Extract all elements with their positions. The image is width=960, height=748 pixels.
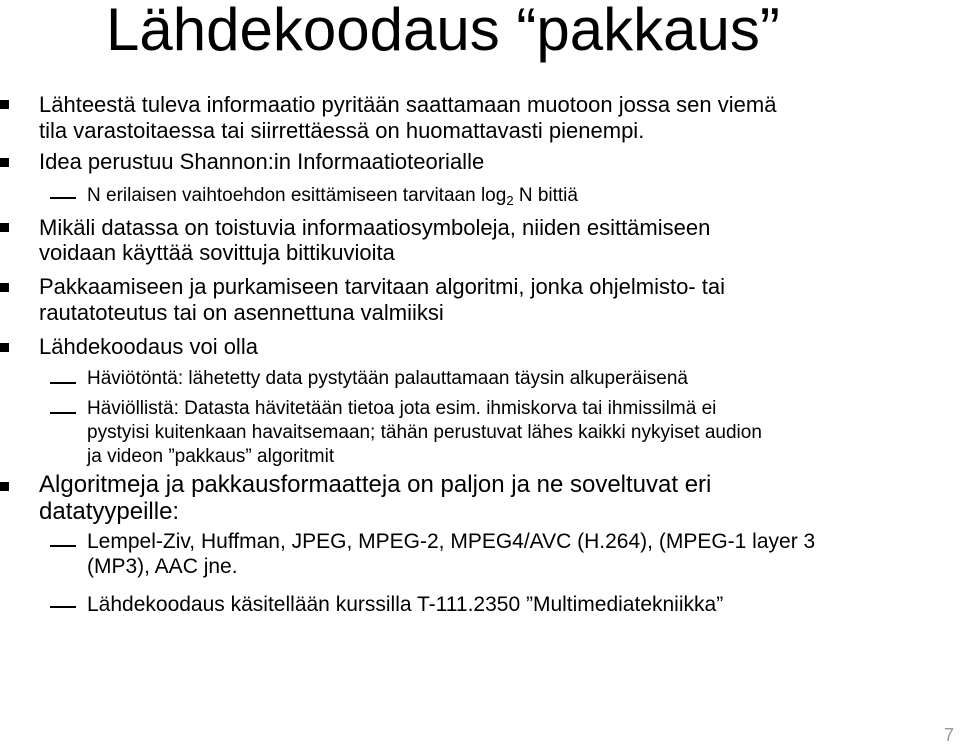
sub-bullet-text: Häviöllistä: Datasta hävitetään tietoa jota esim. ihmiskorva tai ihmissilmä ei xyxy=(87,398,717,419)
bullet-marker xyxy=(0,343,9,352)
bullet-marker xyxy=(0,482,9,491)
sub-bullet-text: (MP3), AAC jne. xyxy=(87,555,238,578)
sub-bullet-dash xyxy=(50,606,76,608)
bullet-text: rautatoteutus tai on asennettuna valmiiksi xyxy=(39,300,444,325)
sub-bullet-text: Lähdekoodaus käsitellään kurssilla T-111.2350 ”Multimediatekniikka” xyxy=(87,593,724,616)
sub-bullet-text: Häviötöntä: lähetetty data pystytään palauttamaan täysin alkuperäisenä xyxy=(87,368,688,389)
bullet-marker xyxy=(0,100,9,109)
subscript: 2 xyxy=(506,193,514,208)
bullet-text: datatyypeille: xyxy=(39,498,180,525)
bullet-marker xyxy=(0,283,9,292)
slide-title: Lähdekoodaus “pakkaus” xyxy=(106,0,780,63)
bullet-text: Lähdekoodaus voi olla xyxy=(39,334,258,359)
bullet-text: Idea perustuu Shannon:in Informaatioteorialle xyxy=(39,149,485,174)
sub-bullet-dash xyxy=(50,197,76,199)
sub-bullet-text: pystyisi kuitenkaan havaitsemaan; tähän perustuvat lähes kaikki nykyiset audion xyxy=(87,422,762,443)
bullet-text: Pakkaamiseen ja purkamiseen tarvitaan algoritmi, jonka ohjelmisto- tai xyxy=(39,274,725,299)
bullet-text: voidaan käyttää sovittuja bittikuvioita xyxy=(39,240,395,265)
sub-bullet-dash xyxy=(50,412,76,414)
page-number: 7 xyxy=(943,725,954,745)
sub-bullet-dash xyxy=(50,545,76,547)
sub-bullet-dash xyxy=(50,382,76,384)
bullet-text: Mikäli datassa on toistuvia informaatiosymboleja, niiden esittämiseen xyxy=(39,215,711,240)
bullet-marker xyxy=(0,158,9,167)
bullet-text: tila varastoitaessa tai siirrettäessä on huomattavasti pienempi. xyxy=(39,118,645,143)
sub-bullet-text: ja videon ”pakkaus” algoritmit xyxy=(87,446,335,467)
bullet-text: Lähteestä tuleva informaatio pyritään saattamaan muotoon jossa sen viemä xyxy=(39,92,777,117)
sub-bullet-text: Lempel-Ziv, Huffman, JPEG, MPEG-2, MPEG4/AVC (H.264), (MPEG-1 layer 3 xyxy=(87,530,816,553)
bullet-marker xyxy=(0,223,9,232)
bullet-text: Algoritmeja ja pakkausformaatteja on paljon ja ne soveltuvat eri xyxy=(39,471,712,498)
sub-bullet-text: N erilaisen vaihtoehdon esittämiseen tarvitaan $\log_2 N$ bittiä xyxy=(87,185,578,208)
